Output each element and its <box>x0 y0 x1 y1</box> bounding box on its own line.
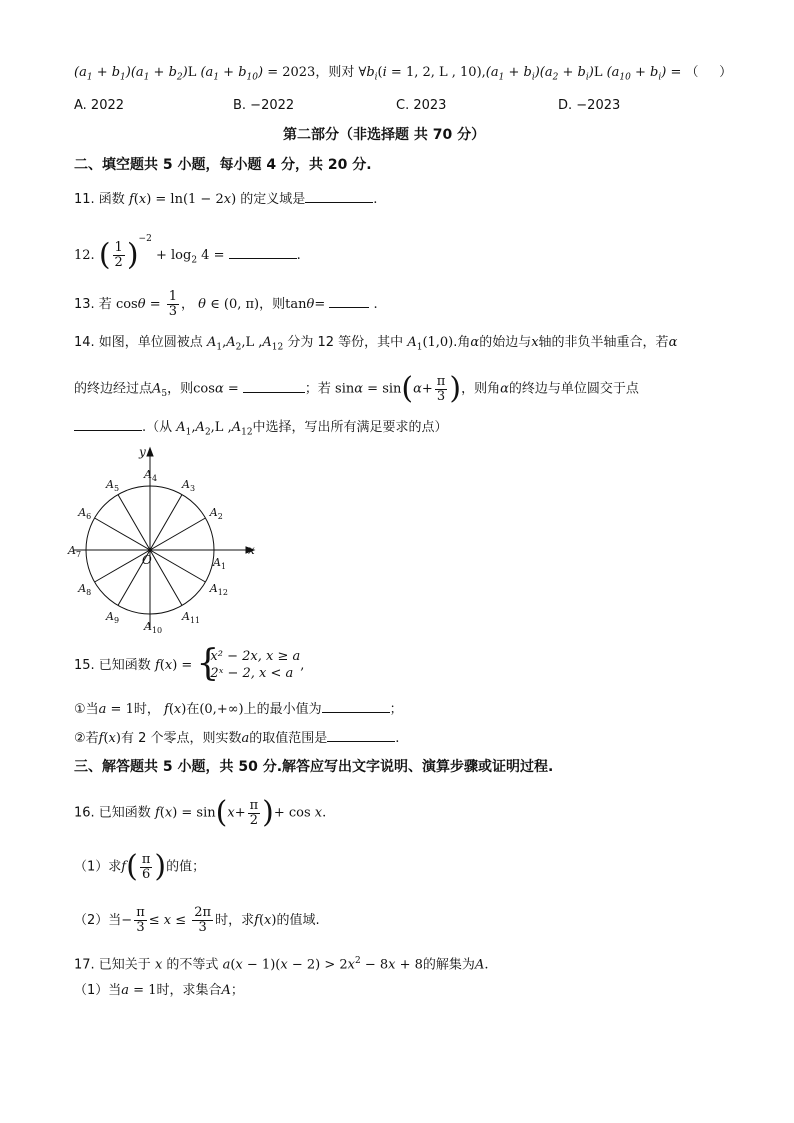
question-16-part1: （1）求f( $\frac{\pi}{6}$ )的值； <box>74 849 206 884</box>
question-14-line3: .（从 $A_1,A_2,L$ $,A_{12}$中选择，写出所有满足要求的点） <box>74 418 448 442</box>
q15-text: 上的最小值为 <box>243 702 322 717</box>
q14-text: 14. 如图，单位圆被点 <box>74 335 203 350</box>
choice-b: B. −2022 <box>233 98 295 113</box>
q14-text: 的终边经过点 <box>74 381 153 397</box>
point-label-a2: $A_2$ <box>209 506 223 521</box>
question-17: 17. 已知关于 x 的不等式 $a(x - 1)(x - 2) > 2x^2 - 8x + 8$的解集为A. <box>74 956 489 973</box>
q17-text: 时，求集合 <box>156 983 222 998</box>
q14-text: ，则 <box>167 381 194 397</box>
equals: = <box>314 297 326 312</box>
q16-label: 16. 已知函数 <box>74 805 151 821</box>
choice-c: C. 2023 <box>396 98 447 113</box>
q14-text: 分为 12 等份，其中 <box>287 335 404 350</box>
piece-2: 2ˣ − 2, x < a <box>210 666 294 681</box>
point-label-a4: $A_4$ <box>144 468 158 483</box>
q16-text: 的值； <box>166 859 206 875</box>
point-label-a9: $A_9$ <box>106 609 120 625</box>
x-axis-label: x <box>248 543 255 557</box>
point-label-a12: $A_{12}$ <box>209 582 228 597</box>
answer-blank <box>229 246 297 259</box>
unit-circle-figure <box>70 442 270 634</box>
q16-text: 的值域. <box>276 913 320 928</box>
q14-text: 中选择，写出所有满足要求的点） <box>252 420 448 435</box>
point-label-a8: $A_8$ <box>78 582 92 597</box>
question-14-line1: 14. 如图，单位圆被点 $A_1,A_2,L$ $,A_{12}$ 分为 12 等份，其中 $A_1(1,0)$.角α的始边与x轴的非负半轴重合，若α <box>74 335 678 353</box>
q14-text: ，则角 <box>461 381 501 397</box>
choice-a: A. 2022 <box>74 98 125 113</box>
section2-heading: 二、填空题共 5 小题，每小题 4 分，共 20 分. <box>74 157 372 173</box>
q15-text: ①当 <box>74 702 99 717</box>
question-15-sub2: ②若f(x)有 2 个零点，则实数a的取值范围是 . <box>74 731 400 746</box>
question-12: 12. ( $\frac{1}{2}$ )$^{-2} + \log_2 4$ = . <box>74 234 301 273</box>
answer-blank <box>322 700 390 713</box>
q14-text: 的终边与单位圆交于点 <box>508 381 639 397</box>
question-13: 13. 若 cosθ = $\frac{1}{3}$ ， θ ∈ (0, π)，则tanθ= . <box>74 289 378 319</box>
question-14-line2: 的终边经过点$A_5$，则cosα = ；若 sinα = sin(α+ $\frac{\pi}{3}$ )，则角α的终边与单位圆交于点 <box>74 371 639 406</box>
q17-text: 的不等式 <box>166 957 219 973</box>
q17-text: （1）当 <box>74 983 122 998</box>
origin-label: O <box>142 553 152 567</box>
answer-blank <box>327 729 395 742</box>
y-axis-arrow-icon <box>147 448 153 456</box>
point-label-a3: $A_3$ <box>182 478 196 494</box>
q15-text: ②若 <box>74 731 99 746</box>
q13-then: ，则 <box>259 297 286 312</box>
answer-blank <box>305 190 373 203</box>
q12-label: 12. <box>74 248 95 263</box>
q15-text: 在 <box>186 702 200 717</box>
q10-stem: $(a_1 + b_1)(a_1 + b_2)L$ $(a_1 + b_{10}) = 2023$，则对 $\forall b_i(i = 1$, 2, L , $10),(a_1 + b_i)(a_2 + b_i)L$ $(a_{10} + b_i)$ = （ ） <box>74 65 733 83</box>
q14-text: ；若 <box>304 381 331 397</box>
piece-1: x² − 2x, x ≥ a <box>210 649 301 664</box>
y-axis-label: y <box>139 445 146 459</box>
question-16-part2: （2）当− $\frac{\pi}{3}$ ≤ x ≤ $\frac{2\pi}{3}$ 时，求f(x)的值域. <box>74 905 320 935</box>
answer-blank <box>243 380 305 393</box>
comma: ， <box>181 297 195 312</box>
q16-text: （1）求 <box>74 859 122 875</box>
point-label-a10: $A_{10}$ <box>144 620 163 635</box>
answer-blank <box>74 418 142 431</box>
q14-text: 的始边与 <box>479 335 532 350</box>
question-15-sub1: ①当a = 1时， f(x)在(0,+∞)上的最小值为 ； <box>74 702 403 717</box>
question-17-part1: （1）当a = 1时，求集合A； <box>74 983 244 998</box>
point-label-a5: $A_5$ <box>106 478 120 494</box>
choice-d: D. −2023 <box>558 98 621 113</box>
q14-text: 轴的非负半轴重合，若 <box>538 335 669 350</box>
part2-title: 第二部分（非选择题 共 70 分） <box>283 127 486 143</box>
point-label-a1: $A_1$ <box>213 556 227 571</box>
q15-label: 15. 已知函数 <box>74 658 151 673</box>
point-label-a6: $A_6$ <box>78 506 92 521</box>
q16-text: 时，求 <box>215 913 255 928</box>
question-11: 11. 函数 f(x) = ln(1 − 2x) 的定义域是 . <box>74 192 378 207</box>
q15-text: 时， <box>133 702 160 717</box>
point-label-a11: $A_{11}$ <box>182 609 201 625</box>
section3-heading: 三、解答题共 5 小题，共 50 分.解答应写出文字说明、演算步骤或证明过程. <box>74 759 554 775</box>
answer-blank <box>329 295 369 308</box>
q14-text: .角 <box>453 335 471 350</box>
q15-text: 的取值范围是 <box>249 731 328 746</box>
q13-label: 13. 若 <box>74 297 112 312</box>
q17-label: 17. 已知关于 <box>74 957 151 973</box>
q14-text: .（从 <box>142 420 173 435</box>
q11-label: 11. 函数 <box>74 192 125 207</box>
point-label-a7: $A_7$ <box>68 544 82 559</box>
q11-tail: 的定义域是 <box>240 192 306 207</box>
question-16: 16. 已知函数 f(x) = sin(x+ $\frac{\pi}{2}$ )+ cos x. <box>74 795 327 830</box>
question-15: 15. 已知函数 f(x) = { x² − 2x, x ≥ a 2ˣ − 2, x < a , <box>74 643 305 684</box>
q15-text: 有 2 个零点，则实数 <box>120 731 242 746</box>
q16-text: （2）当 <box>74 913 122 928</box>
q17-text: 的解集为 <box>422 957 475 973</box>
